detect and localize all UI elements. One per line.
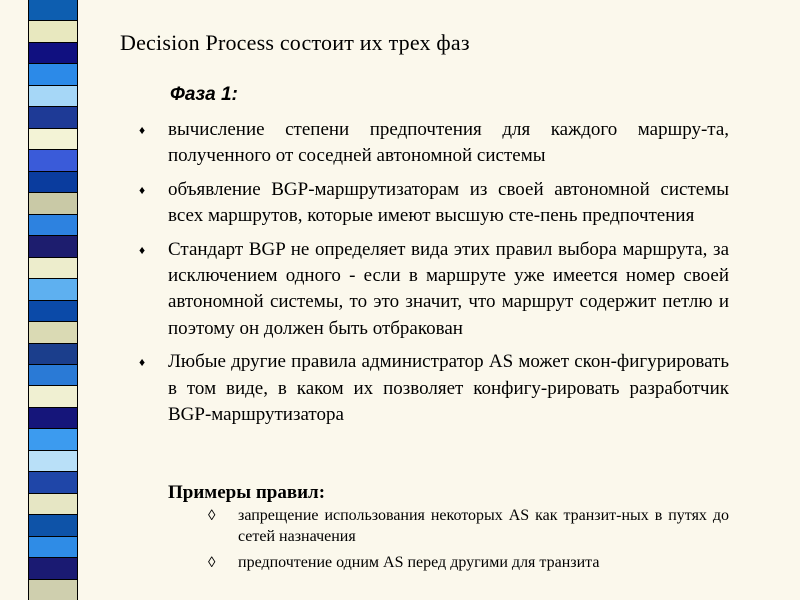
sub-bullet-text: запрещение использования некоторых AS как транзит-ных в путях до сетей назначения — [238, 507, 729, 545]
list-item — [208, 506, 729, 547]
stripe-segment — [29, 106, 77, 127]
sub-bullet-text: предпочтение одним AS перед другими для транзита — [238, 554, 600, 571]
stripe-segment — [29, 514, 77, 535]
stripe-segment — [29, 579, 77, 600]
hollow-diamond-bullet-icon: ◊ — [208, 555, 216, 571]
stripe-segment — [29, 149, 77, 170]
main-bullet-list — [135, 117, 729, 435]
stripe-segment — [29, 20, 77, 41]
stripe-segment — [29, 128, 77, 149]
stripe-segment — [29, 257, 77, 278]
stripe-segment — [29, 493, 77, 514]
list-item — [208, 553, 729, 574]
stripe-segment — [29, 300, 77, 321]
list-item — [135, 349, 729, 428]
list-item — [135, 117, 729, 170]
phase-heading: Фаза 1: — [170, 84, 238, 105]
bullet-text: объявление BGP-маршрутизаторам из своей автономной системы всех маршрутов, которые имеют высшую сте-пень предпочтения — [168, 178, 729, 227]
examples-heading: Примеры правил: — [168, 482, 326, 503]
stripe-segment — [29, 171, 77, 192]
list-item — [135, 237, 729, 343]
examples-list — [208, 506, 729, 580]
stripe-segment — [29, 192, 77, 213]
stripe-segment — [29, 385, 77, 406]
decorative-stripe — [28, 0, 78, 600]
stripe-segment — [29, 557, 77, 578]
stripe-segment — [29, 450, 77, 471]
stripe-segment — [29, 471, 77, 492]
diamond-bullet-icon: ♦ — [139, 355, 146, 370]
stripe-segment — [29, 214, 77, 235]
stripe-segment — [29, 343, 77, 364]
diamond-bullet-icon: ♦ — [139, 123, 146, 137]
stripe-segment — [29, 278, 77, 299]
bullet-text: Стандарт BGP не определяет вида этих правил выбора маршрута, за исключением одного - если в маршруте уже имеется номер своей автономной системы, то это значит, что маршрут содержит петлю и поэтому он должен быть отбракован — [168, 238, 729, 339]
stripe-segment — [29, 235, 77, 256]
bullet-text: Любые другие правила администратор AS может скон-фигурировать в том виде, в каком их позволяет конфигу-рировать разработчик BGP-маршрутизатора — [168, 351, 729, 426]
stripe-segment — [29, 364, 77, 385]
diamond-bullet-icon: ♦ — [139, 182, 146, 197]
slide-title: Decision Process состоит их трех фаз — [120, 30, 470, 55]
stripe-segment — [29, 321, 77, 342]
hollow-diamond-bullet-icon: ◊ — [208, 508, 216, 524]
stripe-segment — [29, 0, 77, 20]
stripe-segment — [29, 428, 77, 449]
bullet-text: вычисление степени предпочтения для каждого маршру-та, полученного от соседней автономной системы — [168, 119, 729, 167]
stripe-segment — [29, 42, 77, 63]
stripe-segment — [29, 536, 77, 557]
stripe-segment — [29, 85, 77, 106]
diamond-bullet-icon: ♦ — [139, 242, 146, 257]
stripe-segment — [29, 407, 77, 428]
stripe-segment — [29, 63, 77, 84]
list-item — [135, 177, 729, 230]
